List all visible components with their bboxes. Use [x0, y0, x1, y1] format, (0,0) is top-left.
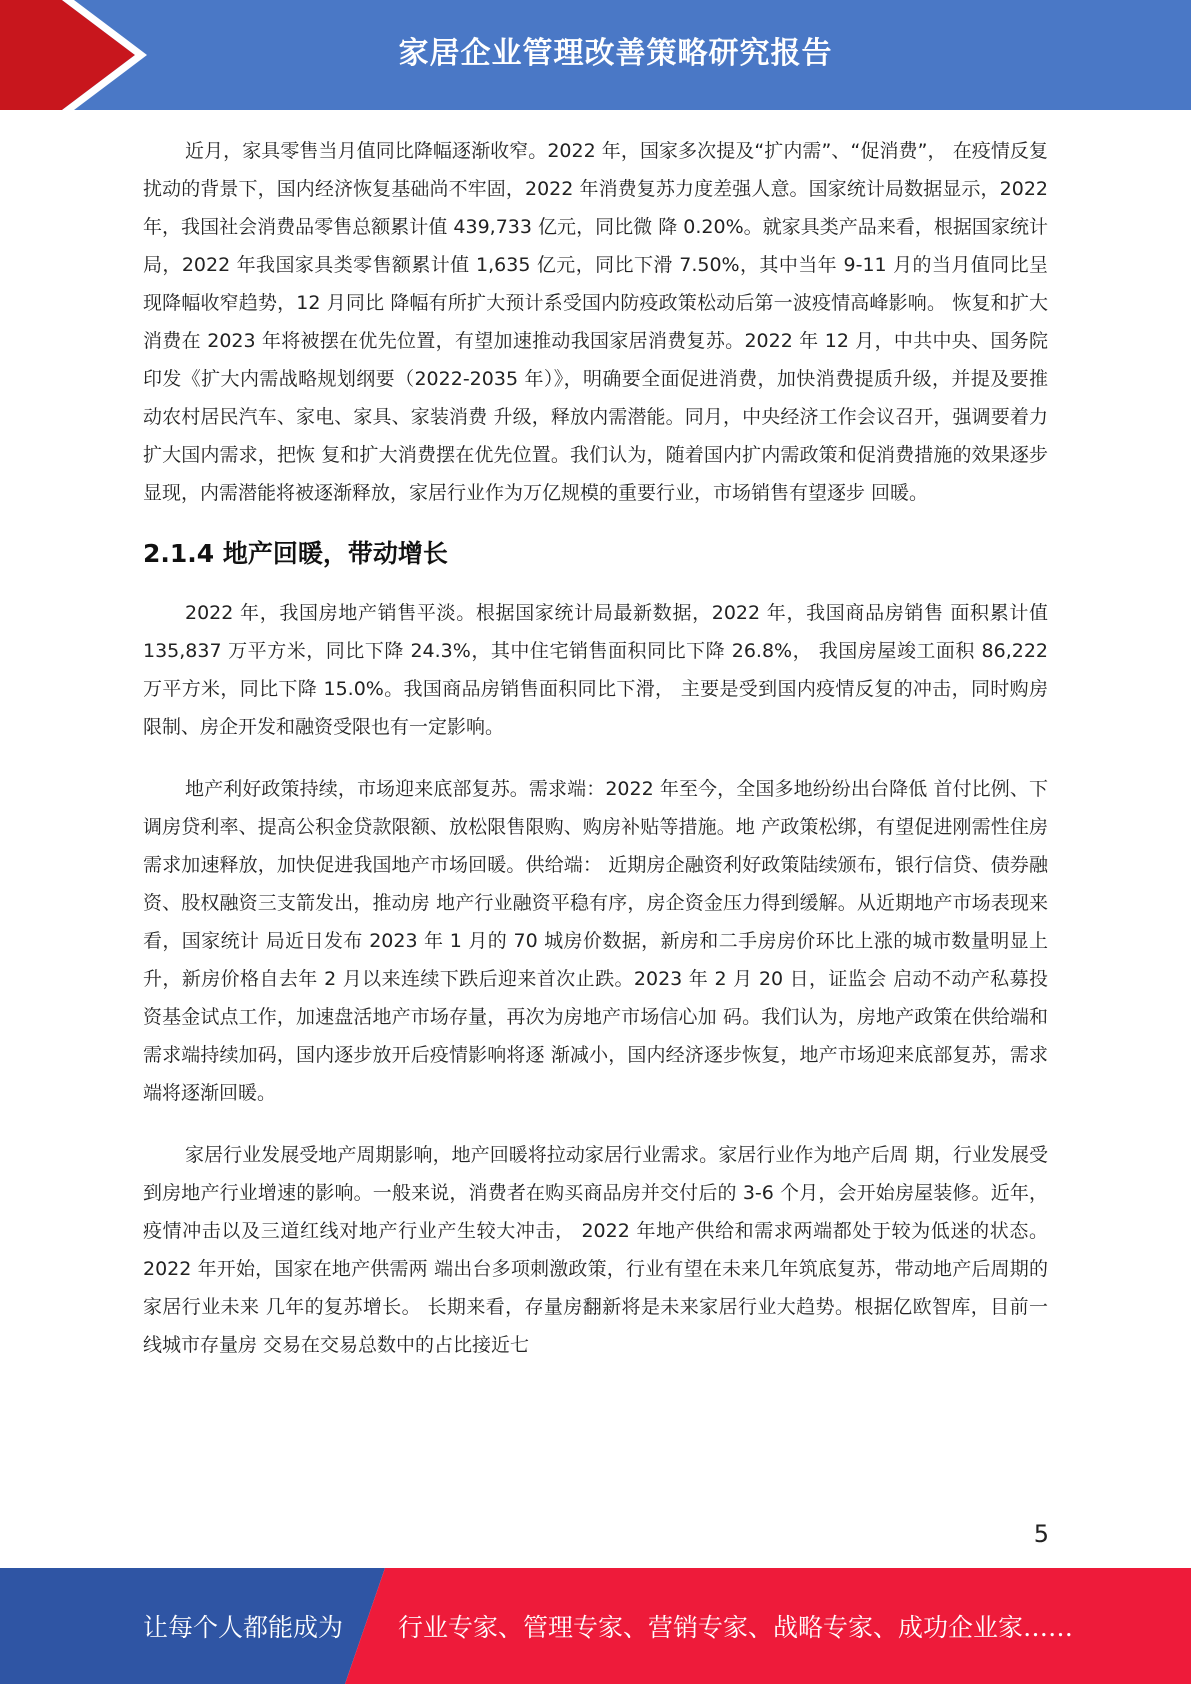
- paragraph-furniture-retail: 近月，家具零售当月值同比降幅逐渐收窄。2022 年，国家多次提及“扩内需”、“促消费”， 在疫情反复扰动的背景下，国内经济恢复基础尚不牢固，2022 年消费复苏力度差强人意。国家统计局数据显示，2022 年，我国社会消费品零售总额累计值 439,733 亿元，同比微 降 0.20%。就家具类产品来看，根据国家统计局，2022 年我国家具类零售额累计值 1,635 亿元，同比下滑 7.50%，其中当年 9-11 月的当月值同比呈现降幅收窄趋势，12 月同比 降幅有所扩大预计系受国内防疫政策松动后第一波疫情高峰影响。 恢复和扩大消费在 2023 年将被摆在优先位置，有望加速推动我国家居消费复苏。2022 年 12 月，中共中央、国务院印发《扩大内需战略规划纲要（2022-2035 年）》，明确要全面促进消费，加快消费提质升级，并提及要推动农村居民汽车、家电、家具、家装消费 升级，释放内需潜能。同月，中央经济工作会议召开，强调要着力扩大国内需求，把恢 复和扩大消费摆在优先位置。我们认为，随着国内扩内需政策和促消费措施的效果逐步显现，内需潜能将被逐渐释放，家居行业作为万亿规模的重要行业，市场销售有望逐步 回暖。: [143, 140, 1048, 504]
- document-body: [143, 132, 1048, 1388]
- page-header: [0, 0, 1191, 110]
- section-heading: 2.1.4 地产回暖，带动增长: [143, 539, 448, 568]
- paragraph-policy-recovery: 地产利好政策持续，市场迎来底部复苏。需求端：2022 年至今，全国多地纷纷出台降低 首付比例、下调房贷利率、提高公积金贷款限额、放松限售限购、购房补贴等措施。地 产政策松绑，有望促进刚需性住房需求加速释放，加快促进我国地产市场回暖。供给端： 近期房企融资利好政策陆续颁布，银行信贷、债券融资、股权融资三支箭发出，推动房 地产行业融资平稳有序，房企资金压力得到缓解。从近期地产市场表现来看，国家统计 局近日发布 2023 年 1 月的 70 城房价数据，新房和二手房房价环比上涨的城市数量明显上升，新房价格自去年 2 月以来连续下跌后迎来首次止跌。2023 年 2 月 20 日，证监会 启动不动产私募投资基金试点工作，加速盘活地产市场存量，再次为房地产市场信心加 码。我们认为，房地产政策在供给端和需求端持续加码，国内逐步放开后疫情影响将逐 渐减小，国内经济逐步恢复，地产市场迎来底部复苏，需求端将逐渐回暖。: [143, 778, 1048, 1104]
- footer-slogan-roles: 行业专家、管理专家、营销专家、战略专家、成功企业家……: [398, 1613, 1074, 1642]
- page-footer: [0, 1568, 1191, 1684]
- footer-slogan-lead: 让每个人都能成为: [143, 1613, 344, 1642]
- paragraph-home-industry-cycle: 家居行业发展受地产周期影响，地产回暖将拉动家居行业需求。家居行业作为地产后周 期，行业发展受到房地产行业增速的影响。一般来说，消费者在购买商品房并交付后的 3-6 个月，会开始房屋装修。近年，疫情冲击以及三道红线对地产行业产生较大冲击， 2022 年地产供给和需求两端都处于较为低迷的状态。2022 年开始，国家在地产供需两 端出台多项刺激政策，行业有望在未来几年筑底复苏，带动地产后周期的家居行业未来 几年的复苏增长。 长期来看，存量房翻新将是未来家居行业大趋势。根据亿欧智库，目前一线城市存量房 交易在交易总数中的占比接近七: [143, 1144, 1048, 1356]
- report-title: 家居企业管理改善策略研究报告: [398, 36, 833, 71]
- page-number: 5: [1033, 1520, 1049, 1548]
- paragraph-real-estate-sales: 2022 年，我国房地产销售平淡。根据国家统计局最新数据，2022 年，我国商品房销售 面积累计值 135,837 万平方米，同比下降 24.3%，其中住宅销售面积同比下降 26.8%， 我国房屋竣工面积 86,222 万平方米，同比下降 15.0%。我国商品房销售面积同比下滑， 主要是受到国内疫情反复的冲击，同时购房限制、房企开发和融资受限也有一定影响。: [143, 602, 1048, 738]
